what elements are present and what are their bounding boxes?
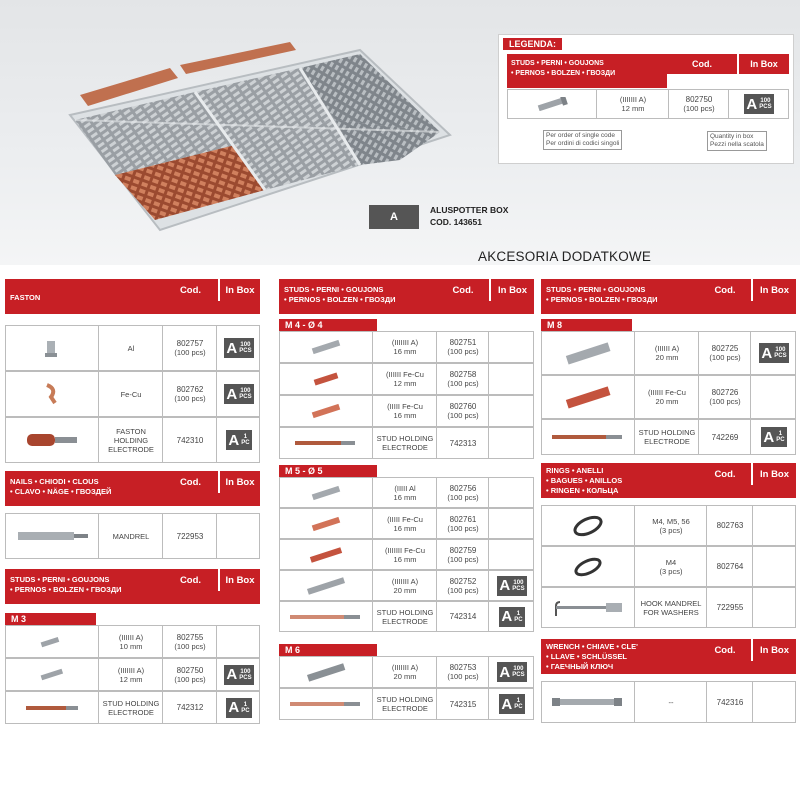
wrench-icon <box>548 694 628 710</box>
table-row: STUD HOLDING ELECTRODE 742312 A 1 PC <box>5 691 260 724</box>
quantity-badge: A 1 PC <box>228 699 250 716</box>
stud-thumbnail <box>508 90 596 118</box>
legend-row: (IIIIIII A) 12 mm 802750 (100 pcs) A 100 PCS <box>507 89 789 119</box>
table-row: M4, M5, 56 (3 pcs) 802763 <box>541 505 796 546</box>
table-row: (IIIII Al 16 mm 802756 (100 pcs) <box>279 477 534 508</box>
quantity-badge: A 1 PC <box>501 608 523 625</box>
ring-icon <box>568 514 608 538</box>
quantity-badge: A 100 PCS <box>499 663 525 681</box>
legend-header: STUDS • PERNI • GOUJONS • PERNOS • BOLZEN • ГВОЗДИ Cod. In Box <box>507 54 789 88</box>
box-letter: A <box>369 205 419 229</box>
stud-fecu-icon <box>558 385 618 409</box>
stud-icon <box>301 662 351 682</box>
hook-mandrel-icon <box>548 596 628 620</box>
page-title: AKCESORIA DODATKOWE <box>478 249 652 264</box>
mandrel-icon <box>12 526 92 546</box>
stud-electrode-icon <box>22 701 82 715</box>
stud-electrode-icon <box>286 610 366 624</box>
quantity-badge: A 100 PCS <box>226 385 252 403</box>
stud-fecu-icon <box>306 547 346 563</box>
table-row: MANDREL 722953 <box>5 513 260 559</box>
table-row: -- 742316 <box>541 681 796 723</box>
legend-panel <box>498 34 794 164</box>
stud-icon <box>37 635 67 649</box>
table-row: STUD HOLDING ELECTRODE 742269 A 1 PC <box>541 419 796 455</box>
faston-electrode-icon <box>17 428 87 452</box>
stud-electrode-icon <box>286 697 366 711</box>
table-row: (IIIIII A) 20 mm 802725 (100 pcs) A 100 PCS <box>541 331 796 375</box>
table-row: (IIIIII Fe-Cu 20 mm 802726 (100 pcs) <box>541 375 796 419</box>
quantity-badge: A 100 PCS <box>499 577 525 594</box>
table-row: (IIIII Fe-Cu 16 mm 802760 (100 pcs) <box>279 395 534 427</box>
quantity-badge: A 100 PCS <box>761 344 787 362</box>
stud-electrode-icon <box>548 430 628 444</box>
legend-note-left: Per order of single code Per ordini di codici singoli <box>543 130 622 150</box>
quantity-badge: A 100 PCS <box>226 339 252 357</box>
stud-icon <box>306 339 346 355</box>
table-row: (IIIIIII A) 16 mm 802751 (100 pcs) <box>279 331 534 363</box>
table-row: HOOK MANDREL FOR WASHERS 722955 <box>541 587 796 628</box>
stud-fecu-icon <box>306 371 346 387</box>
table-row: (IIIIIII A) 20 mm 802753 (100 pcs) A 100 PCS <box>279 656 534 688</box>
table-row: FASTON HOLDING ELECTRODE 742310 A 1 PC <box>5 417 260 463</box>
table-row: STUD HOLDING ELECTRODE 742315 A 1 PC <box>279 688 534 720</box>
stud-icon <box>532 97 572 111</box>
size-label: M 8 <box>541 319 632 331</box>
stud-icon <box>301 576 351 596</box>
stud-electrode-icon <box>291 436 361 450</box>
ring-icon <box>568 555 608 579</box>
faston-fecu-icon <box>37 379 67 409</box>
size-label: M 4 - Ø 4 <box>279 319 377 331</box>
table-row: (IIIIIII A) 12 mm 802750 (100 pcs) A 100 PCS <box>5 658 260 691</box>
faston-al-icon <box>37 333 67 363</box>
table-row: Fe-Cu 802762 (100 pcs) A 100 PCS <box>5 371 260 417</box>
table-row: STUD HOLDING ELECTRODE 742313 <box>279 427 534 459</box>
table-row: (IIIIII A) 10 mm 802755 (100 pcs) <box>5 625 260 658</box>
box-info: ALUSPOTTER BOX COD. 143651 <box>430 205 509 227</box>
stud-fecu-icon <box>306 516 346 532</box>
legend-tag: LEGENDA: <box>503 38 562 50</box>
table-row: (IIIII Fe-Cu 16 mm 802761 (100 pcs) <box>279 508 534 539</box>
quantity-badge: A 1 PC <box>763 428 785 446</box>
table-row: Al 802757 (100 pcs) A 100 PCS <box>5 325 260 371</box>
table-row: M4 (3 pcs) 802764 <box>541 546 796 587</box>
quantity-badge: A 100 PCS <box>746 95 772 113</box>
stud-fecu-icon <box>306 403 346 419</box>
table-row: STUD HOLDING ELECTRODE 742314 A 1 PC <box>279 601 534 632</box>
legend-note-right: Quantity in box Pezzi nella scatola <box>707 131 767 151</box>
table-row: (IIIIIII Fe-Cu 16 mm 802759 (100 pcs) <box>279 539 534 570</box>
stud-icon <box>558 341 618 365</box>
stud-icon <box>37 668 67 682</box>
size-label: M 3 <box>5 613 96 625</box>
quantity-badge: A 1 PC <box>501 695 523 713</box>
table-row: (IIIIIII A) 20 mm 802752 (100 pcs) A 100 PCS <box>279 570 534 601</box>
quantity-badge: A 100 PCS <box>226 666 252 683</box>
stud-icon <box>306 485 346 501</box>
table-row: (IIIIII Fe-Cu 12 mm 802758 (100 pcs) <box>279 363 534 395</box>
size-label: M 6 <box>279 644 377 656</box>
size-label: M 5 - Ø 5 <box>279 465 377 477</box>
quantity-badge: A 1 PC <box>228 431 250 449</box>
